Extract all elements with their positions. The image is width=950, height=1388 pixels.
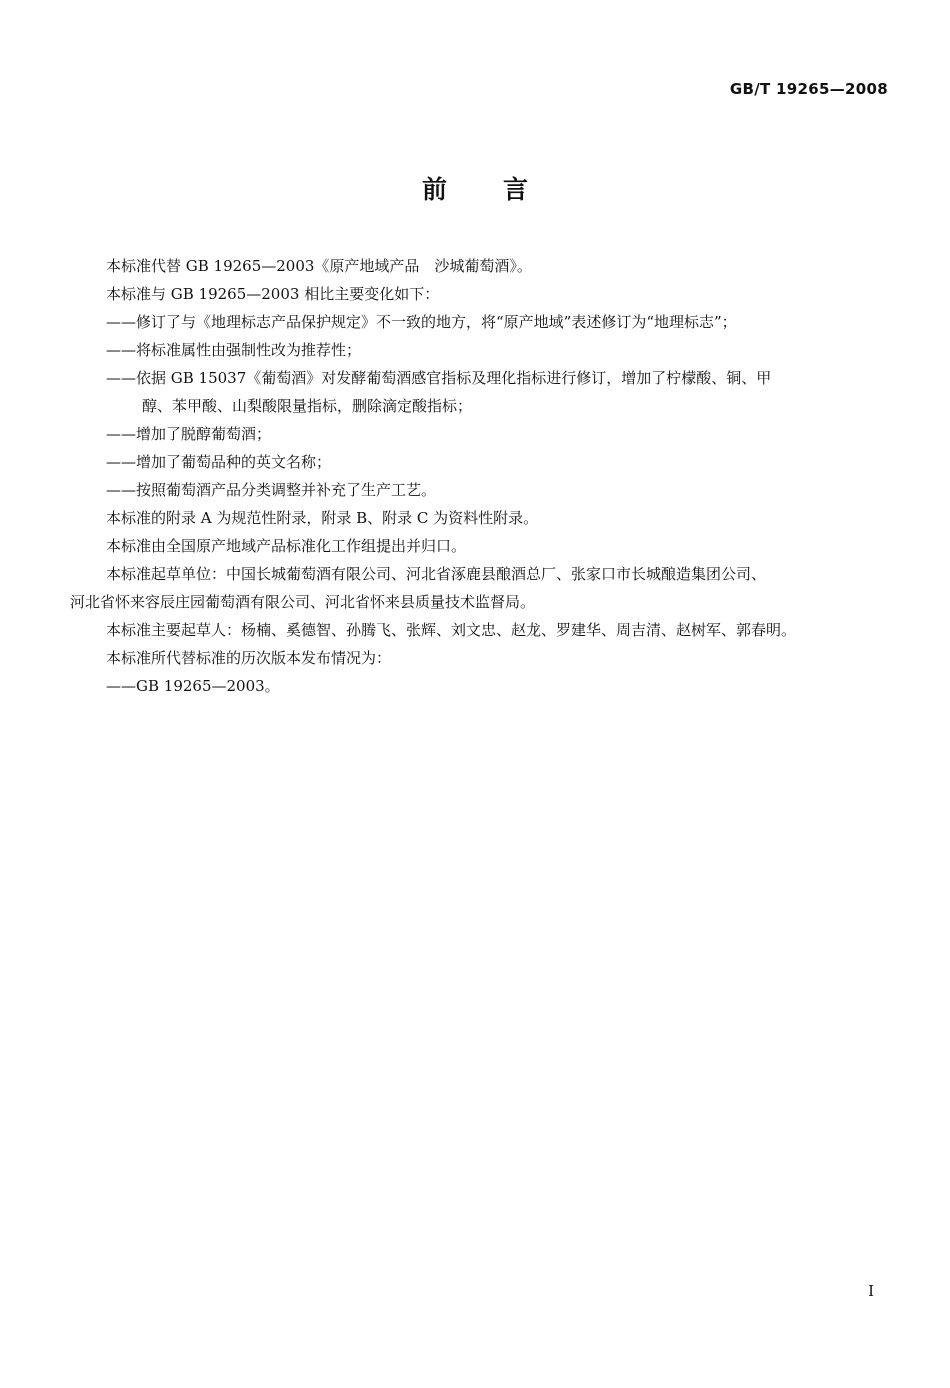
change-item: ——按照葡萄酒产品分类调整并补充了生产工艺。	[106, 481, 437, 499]
change-item: ——增加了脱醇葡萄酒；	[106, 425, 272, 443]
paragraph-annex: 本标准的附录 A 为规范性附录，附录 B、附录 C 为资料性附录。	[106, 509, 539, 527]
standard-code: GB/T 19265—2008	[729, 80, 888, 98]
change-item: ——将标准属性由强制性改为推荐性；	[106, 341, 362, 359]
page-title: 前言	[421, 175, 584, 204]
document-body	[70, 252, 890, 700]
paragraph-replaces: 本标准代替 GB 19265—2003《原产地域产品 沙城葡萄酒》。	[106, 257, 532, 275]
paragraph-changes-intro: 本标准与 GB 19265—2003 相比主要变化如下：	[106, 285, 440, 303]
change-item: ——修订了与《地理标志产品保护规定》不一致的地方，将“原产地域”表述修订为“地理标志”；	[106, 313, 737, 331]
paragraph-drafters: 本标准主要起草人：杨楠、奚德智、孙腾飞、张辉、刘文忠、赵龙、罗建华、周吉清、赵树军、郭春明。	[106, 621, 797, 639]
change-item-continuation: 醇、苯甲酸、山梨酸限量指标，删除滴定酸指标；	[142, 397, 473, 415]
change-item: ——增加了葡萄品种的英文名称；	[106, 453, 332, 471]
history-item: ——GB 19265—2003。	[106, 677, 280, 695]
paragraph-drafting-units: 本标准起草单位：中国长城葡萄酒有限公司、河北省涿鹿县酿酒总厂、张家口市长城酿造集团公司、	[106, 565, 767, 583]
page-number: I	[868, 1282, 874, 1300]
paragraph-drafting-units-cont: 河北省怀来容辰庄园葡萄酒有限公司、河北省怀来县质量技术监督局。	[70, 593, 536, 611]
change-item: ——依据 GB 15037《葡萄酒》对发酵葡萄酒感官指标及理化指标进行修订，增加了柠檬酸、铜、甲	[106, 369, 772, 387]
paragraph-history-intro: 本标准所代替标准的历次版本发布情况为：	[106, 649, 392, 667]
paragraph-proposer: 本标准由全国原产地域产品标准化工作组提出并归口。	[106, 537, 467, 555]
